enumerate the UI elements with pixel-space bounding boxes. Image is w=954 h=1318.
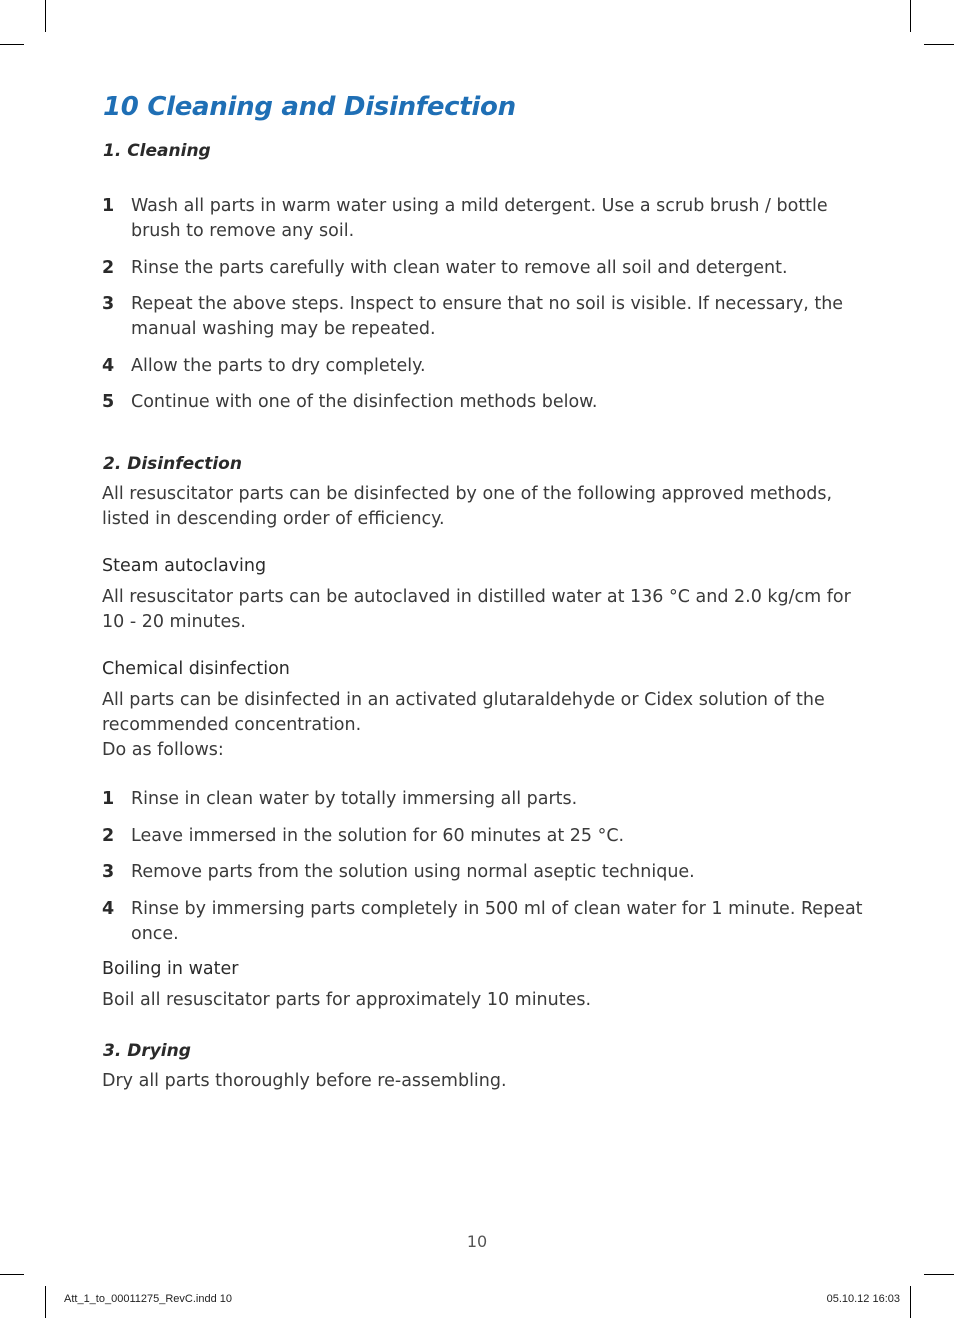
- steam-text-line: All resuscitator parts can be autoclaved in distilled water at 136 °C and 2.0 kg/cm for: [102, 587, 851, 607]
- step-text: Continue with one of the disinfection methods below.: [131, 392, 598, 412]
- cleaning-heading: 1. Cleaning: [103, 141, 211, 161]
- crop-mark-bottom-left-horizontal: [0, 1274, 24, 1275]
- step-text: Wash all parts in warm water using a mild detergent. Use a scrub brush / bottle brush to remove any soil.: [131, 196, 828, 241]
- step-number: 1: [102, 789, 115, 809]
- step-number: 2: [102, 826, 115, 846]
- disinfection-intro: All resuscitator parts can be disinfected by one of the following approved methods, listed in descending order of efficiency.: [102, 484, 833, 529]
- page-number: 10: [466, 1232, 488, 1251]
- chemical-text: [102, 688, 862, 763]
- steam-text: [102, 585, 862, 635]
- page-title: 10 Cleaning and Disinfection: [103, 92, 516, 122]
- step-number: 3: [102, 862, 115, 882]
- chemical-text-line: recommended concentration.: [102, 715, 362, 735]
- step-number: 3: [102, 294, 115, 314]
- steam-heading: Steam autoclaving: [102, 556, 267, 576]
- crop-mark-bottom-right-horizontal: [924, 1274, 954, 1275]
- drying-heading: 3. Drying: [103, 1041, 191, 1061]
- step-number: 1: [102, 196, 115, 216]
- drying-text: Dry all parts thoroughly before re-assembling.: [102, 1071, 507, 1091]
- chemical-text-line: Do as follows:: [102, 740, 224, 760]
- footer-timestamp: 05.10.12 16:03: [826, 1293, 900, 1305]
- step-text: Rinse in clean water by totally immersing all parts.: [131, 789, 578, 809]
- step-text: Allow the parts to dry completely.: [131, 356, 426, 376]
- step-number: 2: [102, 258, 115, 278]
- step-number: 4: [102, 356, 115, 376]
- step-number: 4: [102, 899, 115, 919]
- chemical-text-line: All parts can be disinfected in an activated glutaraldehyde or Cidex solution of the: [102, 690, 825, 710]
- crop-mark-top-right-vertical: [910, 0, 911, 32]
- crop-mark-bottom-right-vertical: [910, 1286, 911, 1318]
- boiling-heading: Boiling in water: [102, 959, 239, 979]
- disinfection-heading: 2. Disinfection: [103, 454, 242, 474]
- step-text: Leave immersed in the solution for 60 minutes at 25 °C.: [131, 826, 625, 846]
- step-text: Repeat the above steps. Inspect to ensure that no soil is visible. If necessary, the manual washing may be repeated.: [131, 294, 844, 339]
- step-text: Remove parts from the solution using normal aseptic technique.: [131, 862, 695, 882]
- chemical-heading: Chemical disinfection: [102, 659, 290, 679]
- steam-text-line: 10 - 20 minutes.: [102, 612, 246, 632]
- step-number: 5: [102, 392, 115, 412]
- step-text: Rinse the parts carefully with clean water to remove all soil and detergent.: [131, 258, 788, 278]
- crop-mark-top-right-horizontal: [924, 44, 954, 45]
- boiling-text: Boil all resuscitator parts for approximately 10 minutes.: [102, 990, 592, 1010]
- step-text: Rinse by immersing parts completely in 500 ml of clean water for 1 minute. Repeat once.: [131, 899, 863, 944]
- footer-filename: Att_1_to_00011275_RevC.indd 10: [64, 1293, 232, 1305]
- crop-mark-top-left-vertical: [45, 0, 46, 32]
- crop-mark-top-left-horizontal: [0, 44, 24, 45]
- crop-mark-bottom-left-vertical: [45, 1286, 46, 1318]
